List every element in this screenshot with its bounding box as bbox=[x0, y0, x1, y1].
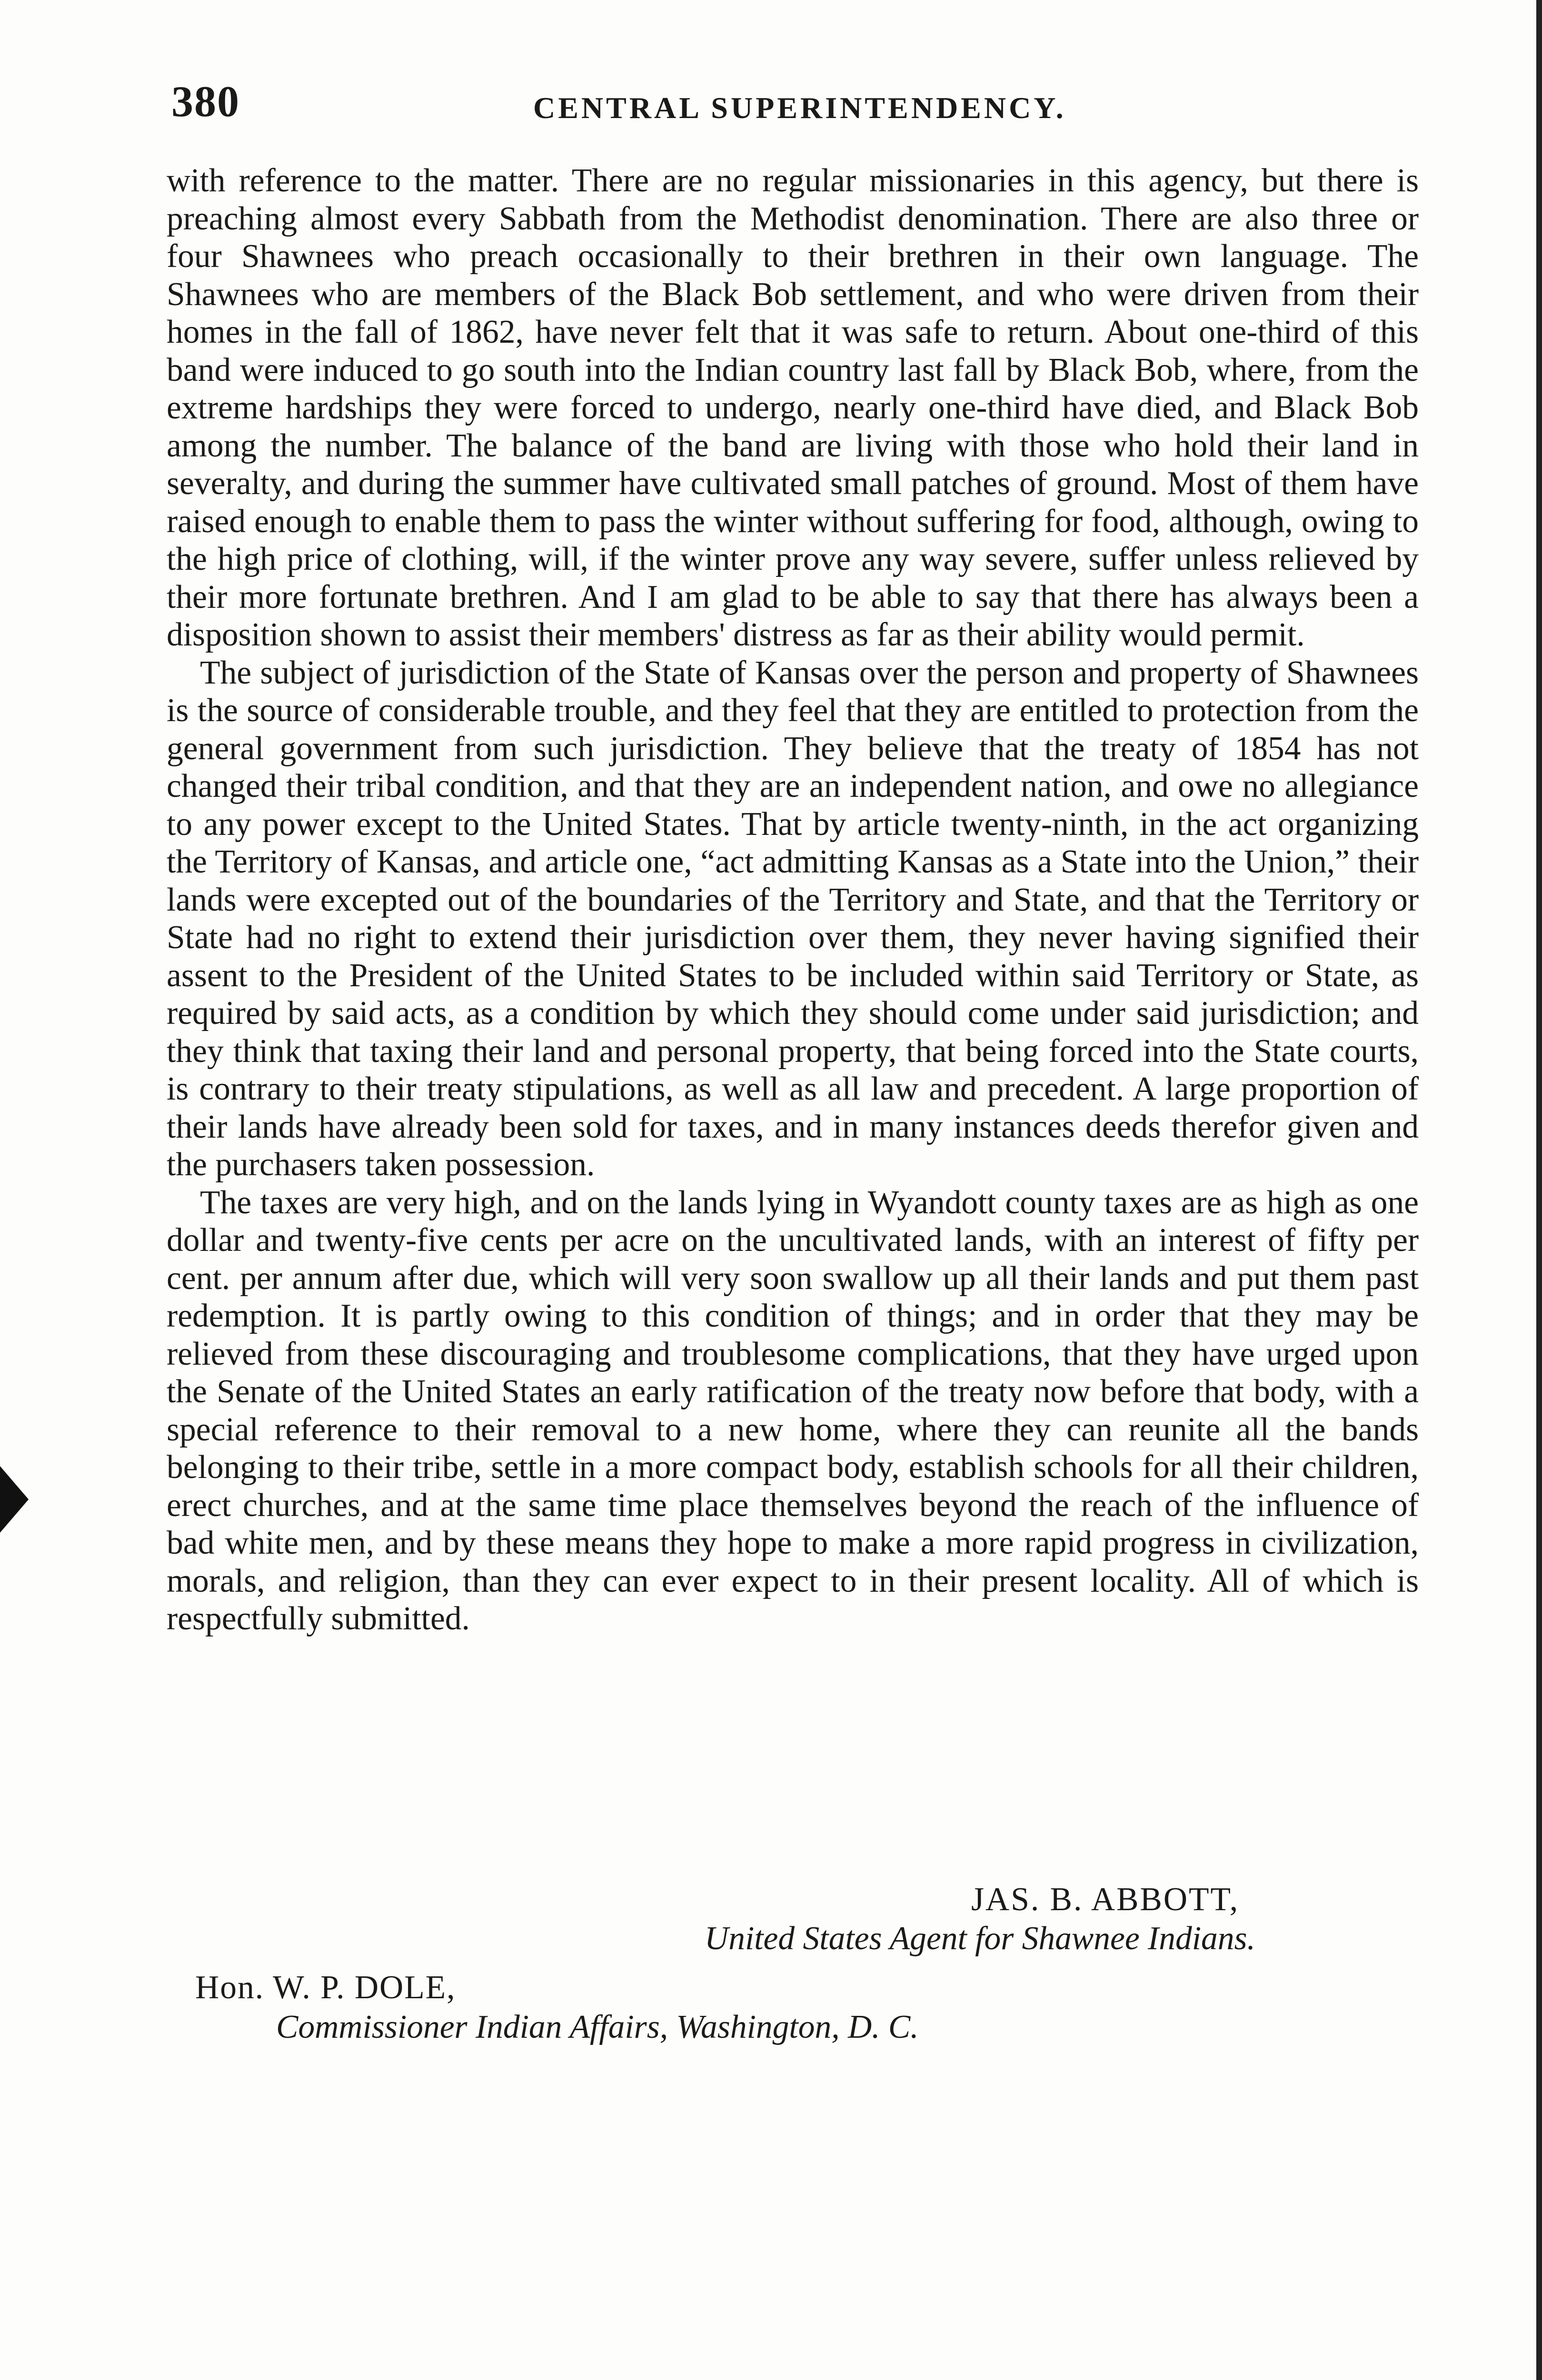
addressee-name: Hon. W. P. DOLE, bbox=[195, 1969, 456, 2006]
page-number: 380 bbox=[171, 77, 240, 126]
scan-edge-right bbox=[1536, 0, 1542, 2380]
page-header bbox=[171, 71, 1428, 138]
scan-edge-tab-mark bbox=[0, 1466, 29, 1533]
body-text bbox=[167, 162, 1419, 1638]
signatory-name: JAS. B. ABBOTT, bbox=[971, 1881, 1240, 1918]
running-head: CENTRAL SUPERINTENDENCY. bbox=[533, 91, 1066, 125]
addressee-title: Commissioner Indian Affairs, Washington, D. C. bbox=[276, 2009, 919, 2045]
paragraph-2: The subject of jurisdiction of the State of Kansas over the person and property of Shawnees is the source of considerable trouble, and they feel that they are entitled to protection from the general government from such jurisdiction. They believe that the treaty of 1854 has not changed their tribal condition, and that they are an independent nation, and owe no allegiance to any power except to the United States. That by article twenty-ninth, in the act organizing the Territory of Kansas, and article one, “act admitting Kansas as a State into the Union,” their lands were excepted out of the boundaries of the Territory and State, and that the Territory or State had no right to extend their jurisdiction over them, they never having signified their assent to the President of the United States to be included within said Territory or State, as required by said acts, as a condition by which they should come under said jurisdiction; and they think that taxing their land and personal property, that being forced into the State courts, is contrary to their treaty stipulations, as well as all law and precedent. A large proportion of their lands have already been sold for taxes, and in many instances deeds therefor given and the purchasers taken possession. bbox=[167, 654, 1419, 1183]
paragraph-1: with reference to the matter. There are no regular missionaries in this agency, but there is preaching almost every Sabbath from the Methodist denomination. There are also three or four Shawnees who preach occasionally to their brethren in their own language. The Shawnees who are members of the Black Bob settlement, and who were driven from their homes in the fall of 1862, have never felt that it was safe to return. About one-third of this band were induced to go south into the Indian country last fall by Black Bob, where, from the extreme hardships they were forced to undergo, nearly one-third have died, and Black Bob among the number. The balance of the band are living with those who hold their land in severalty, and during the summer have cultivated small patches of ground. Most of them have raised enough to enable them to pass the winter without suffering for food, although, owing to the high price of clothing, will, if the winter prove any way severe, suffer unless relieved by their more fortunate brethren. And I am glad to be able to say that there has always been a disposition shown to assist their members' distress as far as their ability would permit. bbox=[167, 162, 1419, 653]
signatory-title: United States Agent for Shawnee Indians. bbox=[705, 1920, 1255, 1957]
paragraph-3: The taxes are very high, and on the lands lying in Wyandott county taxes are as high as one dollar and twenty-five cents per acre on the uncultivated lands, with an interest of fifty per cent. per annum after due, which will very soon swallow up all their lands and put them past redemption. It is partly owing to this condition of things; and in order that they may be relieved from these discouraging and troublesome complications, that they have urged upon the Senate of the United States an early ratification of the treaty now before that body, with a special reference to their removal to a new home, where they can reunite all the bands belonging to their tribe, settle in a more compact body, establish schools for all their children, erect churches, and at the same time place themselves beyond the reach of the influence of bad white men, and by these means they hope to make a more rapid progress in civilization, morals, and religion, than they can ever expect to in their present locality. All of which is respectfully submitted. bbox=[167, 1184, 1419, 1637]
